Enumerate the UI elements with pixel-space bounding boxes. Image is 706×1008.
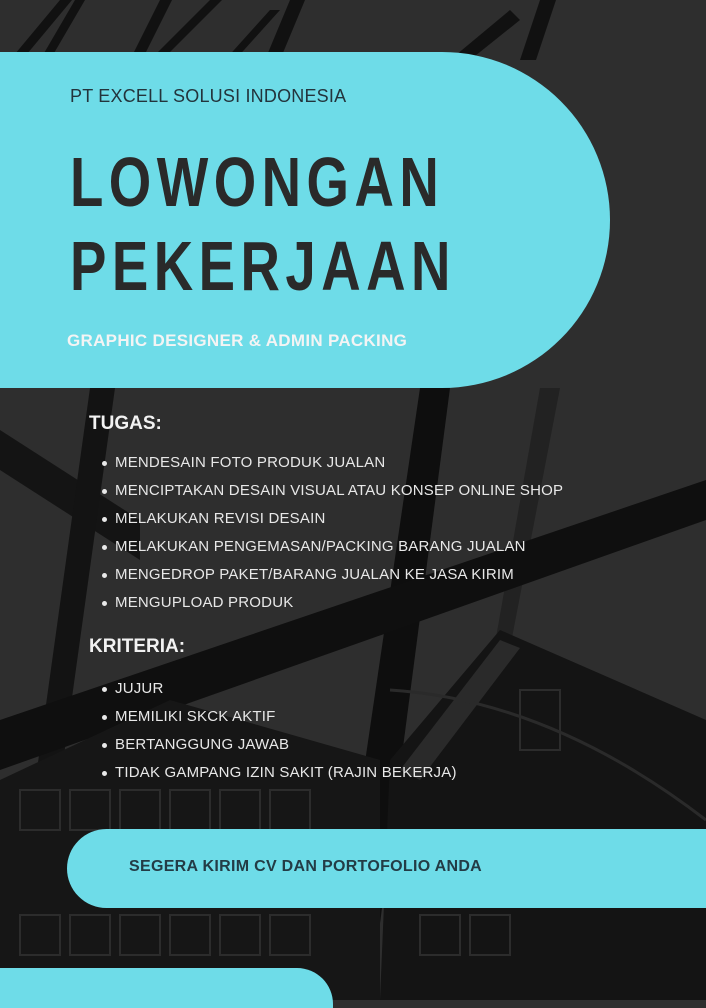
list-item: MELAKUKAN PENGEMASAN/PACKING BARANG JUALAN [100, 533, 563, 561]
page-title [70, 140, 456, 308]
bullet-icon [102, 461, 107, 466]
kriteria-list [100, 675, 457, 787]
kriteria-heading: KRITERIA: [89, 636, 186, 657]
tugas-heading: TUGAS: [89, 413, 162, 434]
list-item: BERTANGGUNG JAWAB [100, 731, 457, 759]
company-name: PT EXCELL SOLUSI INDONESIA [70, 86, 347, 106]
bullet-icon [102, 687, 107, 692]
list-item: MELAKUKAN REVISI DESAIN [100, 505, 563, 533]
bullet-icon [102, 489, 107, 494]
bullet-icon [102, 771, 107, 776]
title-line-1: LOWONGAN [70, 143, 445, 221]
list-item: MEMILIKI SKCK AKTIF [100, 703, 457, 731]
footer-accent-shape [0, 968, 333, 1008]
bullet-icon [102, 517, 107, 522]
job-position: GRAPHIC DESIGNER & ADMIN PACKING [67, 331, 408, 350]
tugas-list [100, 449, 563, 617]
list-item: MENCIPTAKAN DESAIN VISUAL ATAU KONSEP ONLINE SHOP [100, 477, 563, 505]
cta-banner [67, 829, 706, 908]
list-item: JUJUR [100, 675, 457, 703]
list-item: MENGEDROP PAKET/BARANG JUALAN KE JASA KIRIM [100, 561, 563, 589]
list-item: MENDESAIN FOTO PRODUK JUALAN [100, 449, 563, 477]
list-item: TIDAK GAMPANG IZIN SAKIT (RAJIN BEKERJA) [100, 759, 457, 787]
bullet-icon [102, 601, 107, 606]
cta-text: SEGERA KIRIM CV DAN PORTOFOLIO ANDA [129, 858, 483, 875]
bullet-icon [102, 573, 107, 578]
bullet-icon [102, 715, 107, 720]
bullet-icon [102, 545, 107, 550]
title-line-2: PEKERJAAN [70, 227, 456, 305]
list-item: MENGUPLOAD PRODUK [100, 589, 563, 617]
bullet-icon [102, 743, 107, 748]
